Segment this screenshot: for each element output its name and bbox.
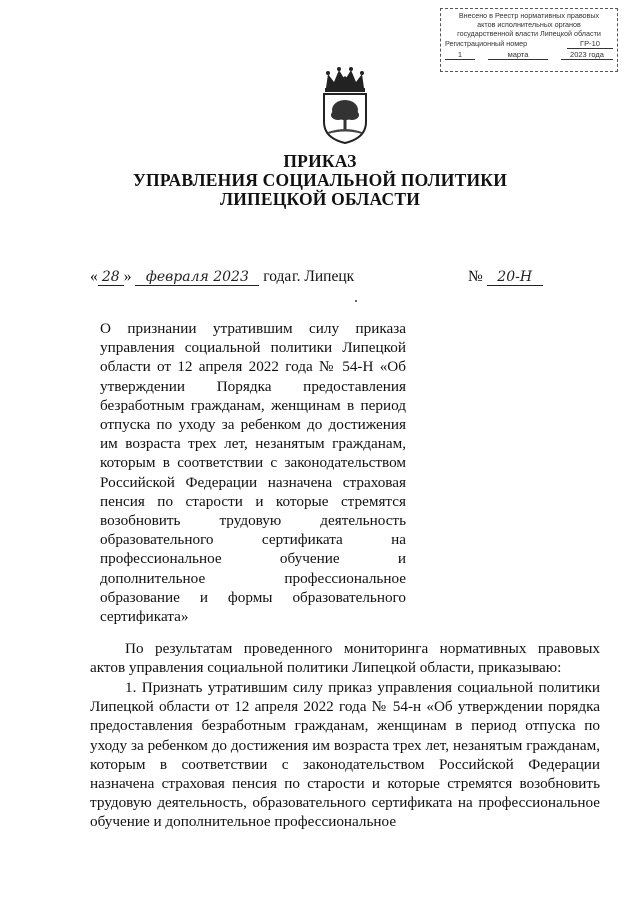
order-number-value: 20-Н: [487, 269, 543, 286]
speck: [355, 300, 357, 302]
clause-1-paragraph: 1. Признать утратившим силу приказ управления социальной политики Липецкой области от 12 апреля 2022 года № 54-н «Об утверждении порядка предоставления безработным гражданам, женщинам в период отпуска по уходу за ребенком до достижения им возраста трех лет, незанятым гражданам, которым в соответствии с законодательством Российской Федерации назначена страховая пенсия по старости и которые стремятся возобновить трудовую деятельность, образовательного сертификата на профессиональное обучение и дополнительное профессиональное: [90, 679, 600, 831]
authority-name-line-2: ЛИПЕЦКОЙ ОБЛАСТИ: [219, 189, 421, 209]
stamp-reg-label: Регистрационный номер: [445, 39, 528, 48]
year-word: года: [263, 268, 292, 285]
order-number: [468, 268, 543, 286]
stamp-line-3: государственной власти Липецкой области: [457, 29, 601, 38]
quote-close: »: [123, 268, 132, 285]
stamp-line-1: Внесено в Реестр нормативных правовых: [458, 11, 600, 20]
date-line: [90, 268, 291, 286]
quote-open: «: [90, 268, 98, 285]
order-month-year: февраля 2023: [135, 269, 259, 286]
number-prefix: №: [468, 268, 483, 285]
city: г. Липецк: [292, 268, 355, 285]
order-day: 28: [98, 269, 124, 286]
stamp-year: 2023 года: [561, 50, 613, 60]
stamp-reg-row: [445, 39, 613, 49]
preamble-paragraph: По результатам проведенного мониторинга нормативных правовых актов управления социальной политики Липецкой области, приказываю:: [90, 640, 600, 677]
authority-name-line-1: УПРАВЛЕНИЯ СОЦИАЛЬНОЙ ПОЛИТИКИ: [132, 170, 508, 190]
registration-stamp: [440, 8, 618, 72]
stamp-line-2: актов исполнительных органов: [477, 20, 581, 29]
stamp-day: 1: [445, 50, 475, 60]
stamp-reg-number: ГР-10: [567, 39, 613, 49]
order-subject: О признании утратившим силу приказа управления социальной политики Липецкой области от 12 апреля 2022 года № 54-Н «Об утверждении Порядка предоставления безработным гражданам, женщинам в период отпуска по уходу за ребенком до достижения им возраста трех лет, незанятым гражданам, которым в соответствии с законодательством Российской Федерации назначена страховая пенсия по старости и которые стремятся возобновить трудовую деятельность образовательного сертификата на профессиональное обучение и дополнительное профессиональное образование и формы образовательного сертификата»: [100, 320, 406, 626]
stamp-date-row: [445, 50, 613, 60]
stamp-month: марта: [488, 50, 548, 60]
coat-of-arms-emblem: [316, 66, 374, 144]
document-title: ПРИКАЗ: [283, 151, 357, 171]
